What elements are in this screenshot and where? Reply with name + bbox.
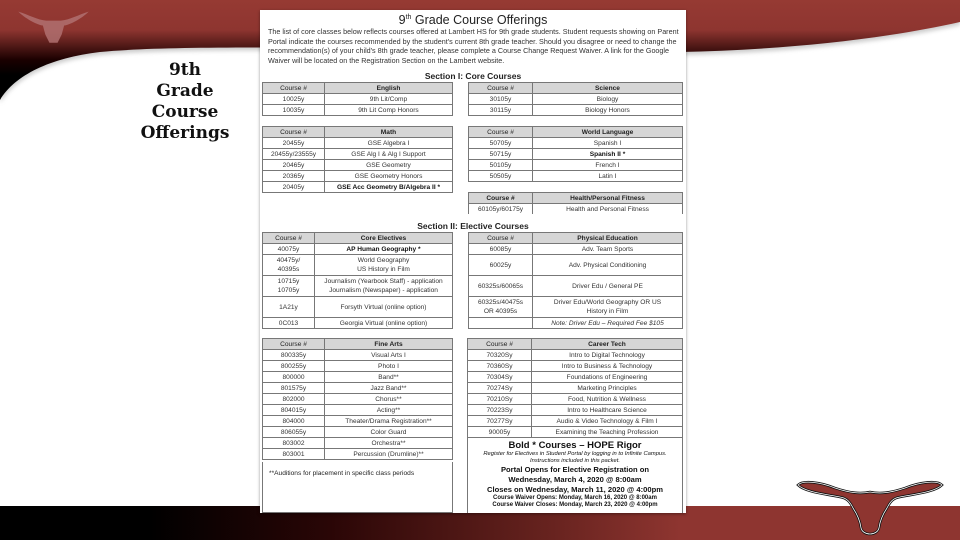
table-row: [263, 149, 453, 160]
table-header-row: [468, 339, 683, 350]
course-name: Adv. Team Sports: [533, 244, 683, 255]
table-header-row: [263, 127, 453, 138]
course-number: 90005y: [468, 427, 532, 438]
course-name: Examining the Teaching Profession: [532, 427, 683, 438]
course-number: 50715y: [469, 149, 533, 160]
table-row: [263, 427, 453, 438]
title-text: Grade Course Offerings: [411, 13, 548, 27]
course-name: Biology Honors: [533, 105, 683, 116]
table-row: [469, 138, 683, 149]
course-number: 70223Sy: [468, 405, 532, 416]
course-name: GSE Geometry: [325, 160, 453, 171]
course-name: Percussion (Drumline)**: [325, 449, 453, 460]
course-name: Foundations of Engineering: [532, 372, 683, 383]
table-header-row: [263, 83, 453, 94]
auditions-footnote: **Auditions for placement in specific class periods: [262, 462, 453, 513]
world-language-table: [468, 126, 683, 182]
course-number: 60085y: [469, 244, 533, 255]
table-row: [469, 171, 683, 182]
table-row: [263, 182, 453, 193]
table-row: [263, 255, 453, 276]
portal-closes-date: Closes on Wednesday, March 11, 2020 @ 4:00pm: [487, 485, 663, 494]
course-name: 9th Lit/Comp: [325, 94, 453, 105]
slide-title: [135, 60, 235, 144]
course-number: 801575y: [263, 383, 325, 394]
table-row: [263, 160, 453, 171]
course-name: Latin I: [533, 171, 683, 182]
table-row: [263, 138, 453, 149]
course-name: Color Guard: [325, 427, 453, 438]
course-name: Health and Personal Fitness: [533, 204, 683, 215]
column-header: Course #: [263, 127, 325, 138]
course-name: Orchestra**: [325, 438, 453, 449]
column-header: Course #: [469, 193, 533, 204]
table-header-row: [469, 83, 683, 94]
course-name: 9th Lit Comp Honors: [325, 105, 453, 116]
fine-arts-table: [262, 338, 453, 460]
table-row: [468, 394, 683, 405]
table-row: [263, 244, 453, 255]
table-row: [263, 372, 453, 383]
course-name: Band**: [325, 372, 453, 383]
table-row: [263, 449, 453, 460]
course-name: Acting**: [325, 405, 453, 416]
column-header: Course #: [469, 83, 533, 94]
registration-notice: [467, 437, 683, 513]
title-sup: th: [405, 13, 412, 21]
table-row: [263, 416, 453, 427]
course-name: Georgia Virtual (online option): [315, 318, 453, 329]
table-row: [468, 405, 683, 416]
course-number: 50505y: [469, 171, 533, 182]
title-text: 9: [398, 13, 406, 27]
course-number: 802000: [263, 394, 325, 405]
table-header-row: [263, 339, 453, 350]
course-number: 800255y: [263, 361, 325, 372]
course-number: 806055y: [263, 427, 325, 438]
course-name: World Geography US History in Film: [315, 255, 453, 276]
course-number: 20455y/23555y: [263, 149, 325, 160]
course-number: 30115y: [469, 105, 533, 116]
course-name: Intro to Digital Technology: [532, 350, 683, 361]
column-header: Course #: [263, 233, 315, 244]
table-row: [469, 297, 683, 318]
course-number: 70360Sy: [468, 361, 532, 372]
table-row: [263, 94, 453, 105]
column-header: Core Electives: [315, 233, 453, 244]
table-row: [263, 438, 453, 449]
section-heading: Section I: Core Courses: [424, 71, 522, 81]
course-name: Visual Arts I: [325, 350, 453, 361]
course-number: 50705y: [469, 138, 533, 149]
title-line: Course: [151, 102, 219, 122]
course-name: Driver Edu / General PE: [533, 276, 683, 297]
column-header: Science: [533, 83, 683, 94]
course-number: 803002: [263, 438, 325, 449]
title-line: 9th: [168, 60, 202, 80]
course-offerings-document: [260, 10, 686, 513]
course-number: 70210Sy: [468, 394, 532, 405]
course-number: 60325s/40475s OR 40395s: [469, 297, 533, 318]
course-number: 60025y: [469, 255, 533, 276]
course-number: 20455y: [263, 138, 325, 149]
table-row: [469, 204, 683, 215]
course-number: 30105y: [469, 94, 533, 105]
longhorn-logo-icon: [795, 470, 945, 540]
course-number: 20465y: [263, 160, 325, 171]
course-number: 40075y: [263, 244, 315, 255]
table-header-row: [469, 193, 683, 204]
course-name: Adv. Physical Conditioning: [533, 255, 683, 276]
course-name: Biology: [533, 94, 683, 105]
course-number: 0C013: [263, 318, 315, 329]
course-number: 70320Sy: [468, 350, 532, 361]
table-row: [469, 318, 683, 329]
course-number: 10035y: [263, 105, 325, 116]
column-header: Course #: [468, 339, 532, 350]
notice-instructions: Register for Electives in Student Portal by logging in to Infinite Campus. Instructions included in this packet.: [483, 451, 667, 464]
column-header: Health/Personal Fitness: [533, 193, 683, 204]
english-table: [262, 82, 453, 116]
core-electives-table: [262, 232, 453, 329]
course-name: Food, Nutrition & Wellness: [532, 394, 683, 405]
table-row: [468, 372, 683, 383]
career-tech-table: [467, 338, 683, 438]
course-name: French I: [533, 160, 683, 171]
course-name: Audio & Video Technology & Film I: [532, 416, 683, 427]
course-number: 70304Sy: [468, 372, 532, 383]
course-number: 10025y: [263, 94, 325, 105]
waiver-closes-date: Course Waiver Closes: Monday, March 23, 2020 @ 4:00pm: [492, 502, 658, 508]
course-number: 70274Sy: [468, 383, 532, 394]
table-row: [263, 276, 453, 297]
intro-paragraph: The list of core classes below reflects courses offered at Lambert HS for 9th grade students. Student requests showing on Parent Portal indicate the courses recommended by the student's current 8th grade teacher. Should you disagree or need to change the recommendation(s) of your child's 8th grade teacher, please complete a Course Change Request Waiver. A link for the Google Waiver will be located on the Registration Section on the Lambert website.: [268, 27, 679, 65]
table-row: [263, 171, 453, 182]
course-number: 60325s/60065s: [469, 276, 533, 297]
course-name: Photo I: [325, 361, 453, 372]
column-header: Course #: [263, 83, 325, 94]
table-row: [469, 94, 683, 105]
table-header-row: [469, 127, 683, 138]
math-table: [262, 126, 453, 193]
table-row: [263, 350, 453, 361]
course-name: Marketing Principles: [532, 383, 683, 394]
course-name: Spanish I: [533, 138, 683, 149]
column-header: English: [325, 83, 453, 94]
course-name: Intro to Business & Technology: [532, 361, 683, 372]
course-number: 70277Sy: [468, 416, 532, 427]
course-name: Note: Driver Edu – Required Fee $105: [533, 318, 683, 329]
course-number: 40475y/ 40395s: [263, 255, 315, 276]
title-line: Offerings: [140, 123, 230, 143]
course-name: AP Human Geography *: [315, 244, 453, 255]
science-table: [468, 82, 683, 116]
table-row: [469, 149, 683, 160]
course-number: 1A21y: [263, 297, 315, 318]
table-row: [469, 255, 683, 276]
waiver-opens-date: Course Waiver Opens: Monday, March 16, 2020 @ 8:00am: [493, 495, 657, 501]
column-header: Career Tech: [532, 339, 683, 350]
health-table-clip: [468, 192, 684, 214]
column-header: Course #: [469, 127, 533, 138]
column-header: Course #: [469, 233, 533, 244]
course-name: Forsyth Virtual (online option): [315, 297, 453, 318]
column-header: Course #: [263, 339, 325, 350]
physical-education-table: [468, 232, 683, 329]
course-name: Jazz Band**: [325, 383, 453, 394]
notice-heading: Bold * Courses – HOPE Rigor: [508, 440, 642, 451]
course-number: 60105y/60175y: [469, 204, 533, 215]
table-row: [263, 318, 453, 329]
table-row: [468, 416, 683, 427]
table-row: [469, 105, 683, 116]
course-name: GSE Alg I & Alg I Support: [325, 149, 453, 160]
table-header-row: [469, 233, 683, 244]
course-number: 800000: [263, 372, 325, 383]
table-row: [469, 160, 683, 171]
course-name: Theater/Drama Registration**: [325, 416, 453, 427]
course-name: Driver Edu/World Geography OR US History in Film: [533, 297, 683, 318]
table-row: [263, 361, 453, 372]
section-heading: Section II: Elective Courses: [417, 221, 529, 231]
table-row: [468, 350, 683, 361]
table-row: [263, 383, 453, 394]
table-row: [469, 276, 683, 297]
table-row: [263, 394, 453, 405]
table-header-row: [263, 233, 453, 244]
column-header: World Language: [533, 127, 683, 138]
longhorn-logo-icon: [16, 10, 91, 46]
course-name: GSE Acc Geometry B/Algebra II *: [325, 182, 453, 193]
title-line: Grade: [156, 81, 214, 101]
portal-opens-label: Portal Opens for Elective Registration on: [500, 465, 650, 474]
table-row: [263, 105, 453, 116]
course-number: [469, 318, 533, 329]
course-number: 804000: [263, 416, 325, 427]
table-row: [468, 383, 683, 394]
column-header: Physical Education: [533, 233, 683, 244]
table-row: [468, 361, 683, 372]
table-row: [468, 427, 683, 438]
course-number: 50105y: [469, 160, 533, 171]
health-table: [468, 192, 683, 214]
document-title: [260, 13, 686, 27]
portal-opens-date: Wednesday, March 4, 2020 @ 8:00am: [508, 475, 642, 484]
column-header: Math: [325, 127, 453, 138]
table-row: [469, 244, 683, 255]
course-number: 10715y 10705y: [263, 276, 315, 297]
table-row: [263, 405, 453, 416]
course-name: GSE Algebra I: [325, 138, 453, 149]
course-number: 800335y: [263, 350, 325, 361]
course-number: 804015y: [263, 405, 325, 416]
course-number: 803001: [263, 449, 325, 460]
course-name: Spanish II *: [533, 149, 683, 160]
course-name: Chorus**: [325, 394, 453, 405]
course-name: Intro to Healthcare Science: [532, 405, 683, 416]
course-name: Journalism (Yearbook Staff) - application Journalism (Newspaper) - application: [315, 276, 453, 297]
table-row: [263, 297, 453, 318]
course-number: 20365y: [263, 171, 325, 182]
course-number: 20405y: [263, 182, 325, 193]
course-name: GSE Geometry Honors: [325, 171, 453, 182]
column-header: Fine Arts: [325, 339, 453, 350]
